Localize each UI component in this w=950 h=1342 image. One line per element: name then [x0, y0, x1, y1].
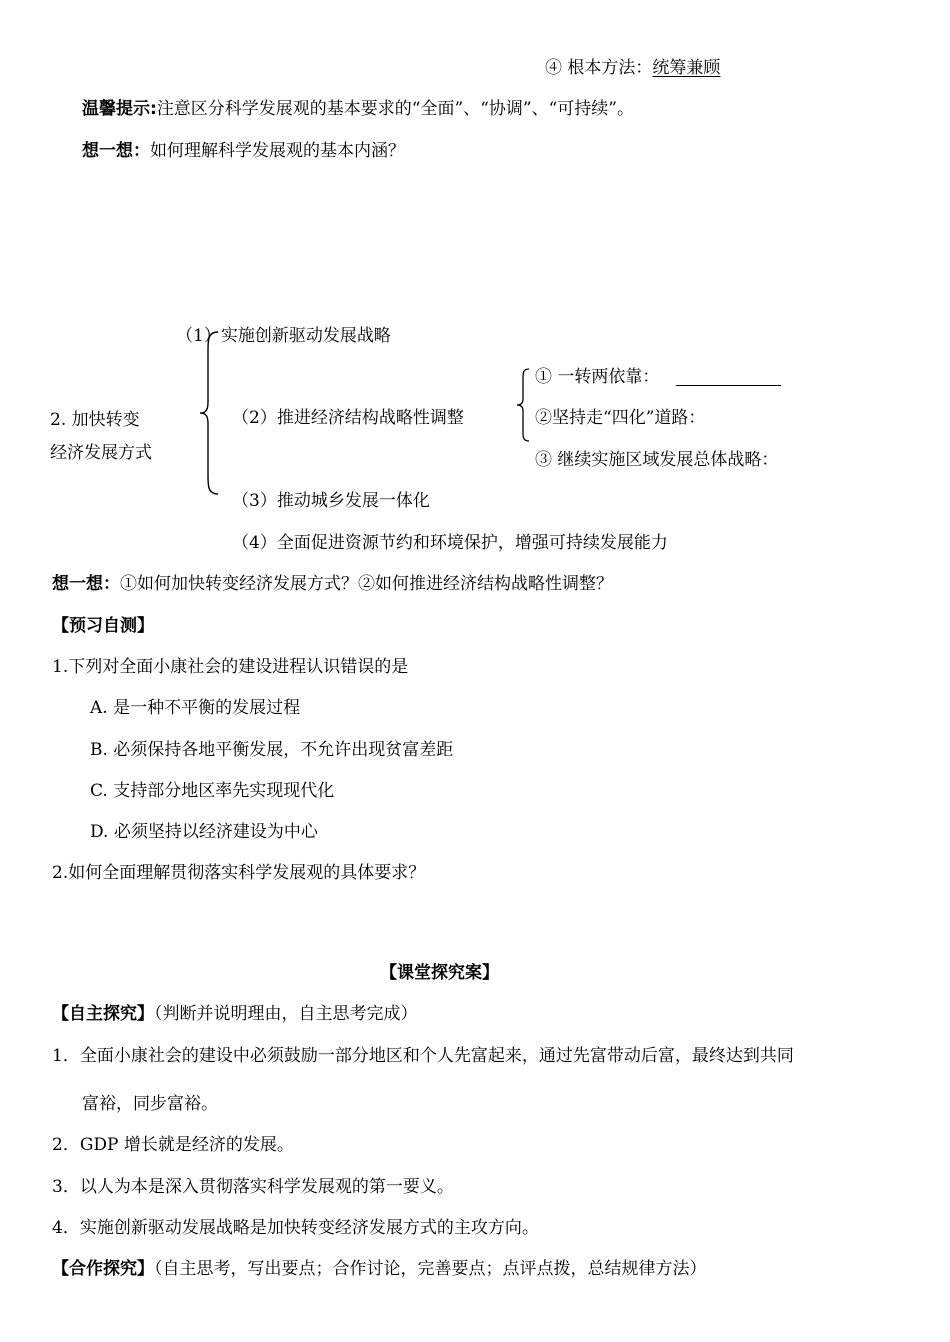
inquiry-item-1-cont: 富裕，同步富裕。 [82, 1094, 218, 1114]
self-inquiry-line [52, 1006, 418, 1023]
option-a: A. 是一种不平衡的发展过程 [90, 698, 301, 718]
sub-item-2: ②坚持走“四化”道路： [535, 408, 706, 428]
option-c: C. 支持部分地区率先实现现代化 [90, 781, 335, 801]
diagram-item-1: （1）实施创新驱动发展战略 [176, 326, 391, 346]
think2-label: 想一想： [52, 574, 120, 594]
tip-label: 温馨提示: [82, 99, 157, 119]
preview-heading: 【预习自测】 [52, 616, 154, 636]
think2-line [52, 576, 613, 593]
diagram-item-4: （4）全面促进资源节约和环境保护，增强可持续发展能力 [232, 533, 668, 553]
option-b: B. 必须保持各地平衡发展，不允许出现贫富差距 [90, 740, 454, 760]
inquiry-item-2: 2．GDP 增长就是经济的发展。 [52, 1135, 294, 1155]
inquiry-item-1: 1．全面小康社会的建设中必须鼓励一部分地区和个人先富起来，通过先富带动后富，最终达到共同 [52, 1046, 794, 1066]
self-inquiry-heading: 【自主探究】 [52, 1004, 154, 1024]
sub-brace [515, 368, 531, 442]
diagram-item-2: （2）推进经济结构战略性调整 [232, 408, 464, 428]
diagram-item-3: （3）推动城乡发展一体化 [232, 491, 430, 511]
preview-question-2: 2.如何全面理解贯彻落实科学发展观的具体要求？ [52, 863, 426, 883]
method-line [545, 60, 720, 77]
self-inquiry-note: （判断并说明理由，自主思考完成） [154, 1004, 418, 1024]
diagram-root-line2: 经济发展方式 [50, 443, 152, 463]
think2-text: ①如何加快转变经济发展方式？②如何推进经济结构战略性调整？ [120, 574, 613, 594]
sub-item-1: ① 一转两依靠： [535, 367, 660, 387]
inquiry-item-3: 3．以人为本是深入贯彻落实科学发展观的第一要义。 [52, 1177, 454, 1197]
sub-item-3: ③ 继续实施区域发展总体战略： [535, 450, 779, 470]
tip-text: 注意区分科学发展观的基本要求的“全面”、“协调”、“可持续”。 [156, 99, 634, 119]
answer-blank [676, 385, 781, 386]
option-d: D. 必须坚持以经济建设为中心 [90, 822, 318, 842]
think1-label: 想一想： [82, 141, 150, 161]
method-prefix: ④ 根本方法： [545, 58, 653, 78]
tip-line [82, 101, 634, 118]
main-brace [198, 330, 222, 496]
inquiry-item-4: 4．实施创新驱动发展战略是加快转变经济发展方式的主攻方向。 [52, 1218, 539, 1238]
coop-inquiry-heading: 【合作探究】 [52, 1259, 154, 1279]
diagram-root-line1: 2. 加快转变 [50, 410, 140, 430]
coop-inquiry-line [52, 1261, 707, 1278]
method-value: 统筹兼顾 [652, 58, 721, 78]
section-title: 【课堂探究案】 [380, 963, 499, 983]
think1-text: 如何理解科学发展观的基本内涵？ [150, 141, 405, 161]
preview-question-1: 1.下列对全面小康社会的建设进程认识错误的是 [52, 657, 409, 677]
coop-inquiry-note: （自主思考，写出要点；合作讨论，完善要点；点评点拨，总结规律方法） [154, 1259, 707, 1279]
think1-line [82, 143, 405, 160]
